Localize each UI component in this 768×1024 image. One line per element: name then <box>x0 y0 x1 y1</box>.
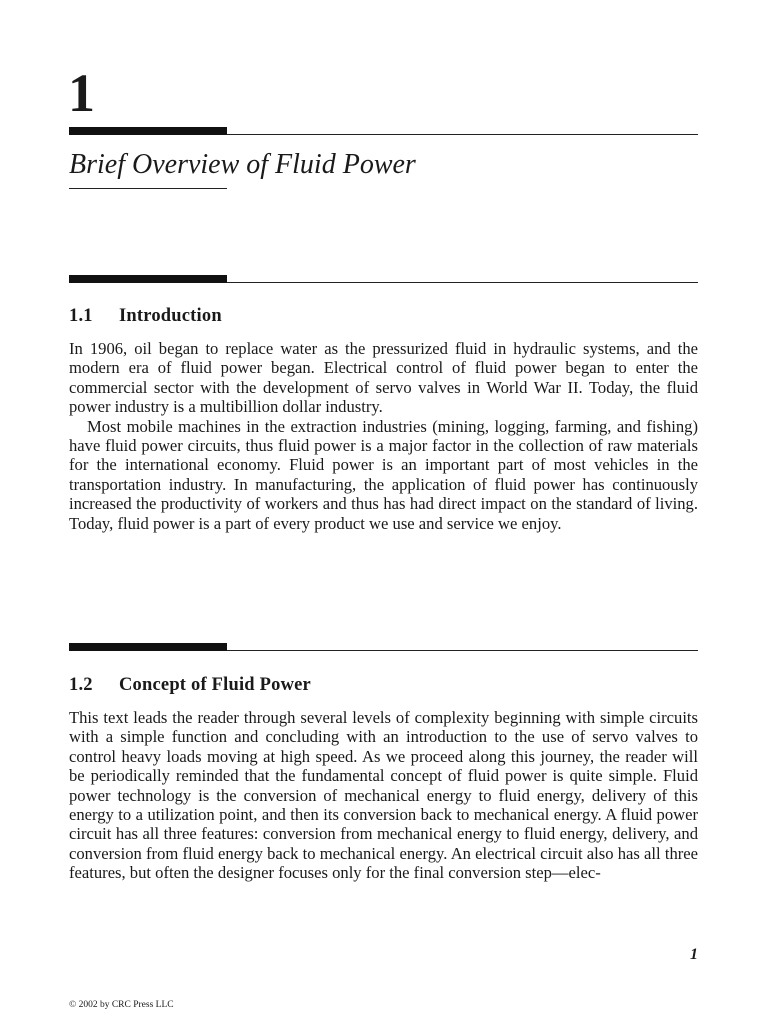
section-rule-accent-1 <box>69 275 227 283</box>
section-heading-introduction <box>69 305 222 327</box>
section-title: Introduction <box>119 306 222 326</box>
page-number: 1 <box>690 946 698 963</box>
paragraph: In 1906, oil began to replace water as the pressurized fluid in hydraulic systems, and the modern era of fluid power began. Electrical control of fluid power began to enter the commercial sector with the development of servo valves in World War II. Today, the fluid power industry is a multibillion dollar industry. <box>69 339 698 417</box>
section-body-concept <box>69 708 698 883</box>
chapter-number: 1 <box>68 63 95 123</box>
chapter-title: Brief Overview of Fluid Power <box>69 149 416 180</box>
section-number: 1.2 <box>69 675 93 695</box>
chapter-rule-accent <box>69 127 227 135</box>
section-rule-1 <box>69 282 698 283</box>
section-body-introduction <box>69 339 698 533</box>
copyright-footer: © 2002 by CRC Press LLC <box>69 1000 174 1010</box>
paragraph: Most mobile machines in the extraction industries (mining, logging, farming, and fishing) have fluid power circuits, thus fluid power is a major factor in the collection of raw materials for the international economy. Fluid power is an important part of most vehicles in the transportation industry. In manufacturing, the application of fluid power has continuously increased the productivity of workers and thus has had direct impact on the standard of living. Today, fluid power is a part of every product we use and service we enjoy. <box>69 416 698 533</box>
section-number: 1.1 <box>69 306 93 326</box>
section-rule-accent-2 <box>69 643 227 651</box>
section-rule-2 <box>69 650 698 651</box>
section-heading-concept <box>69 674 311 696</box>
chapter-title-underline <box>69 188 227 189</box>
paragraph: This text leads the reader through several levels of complexity beginning with simple circuits with a simple function and concluding with an introduction to the use of servo valves to control heavy loads moving at high speed. As we proceed along this journey, the reader will be periodically reminded that the fundamental concept of fluid power is quite simple. Fluid power technology is the conversion of mechanical energy to fluid energy, delivery of this energy to a utilization point, and then its conversion back to mechanical energy. A fluid power circuit has all three features: conversion from mechanical energy to fluid energy, delivery, and conversion from fluid energy back to mechanical energy. An electrical circuit also has all three features, but often the designer focuses only for the final conversion step—elec- <box>69 708 698 883</box>
section-title: Concept of Fluid Power <box>119 675 311 695</box>
chapter-rule <box>69 134 698 135</box>
